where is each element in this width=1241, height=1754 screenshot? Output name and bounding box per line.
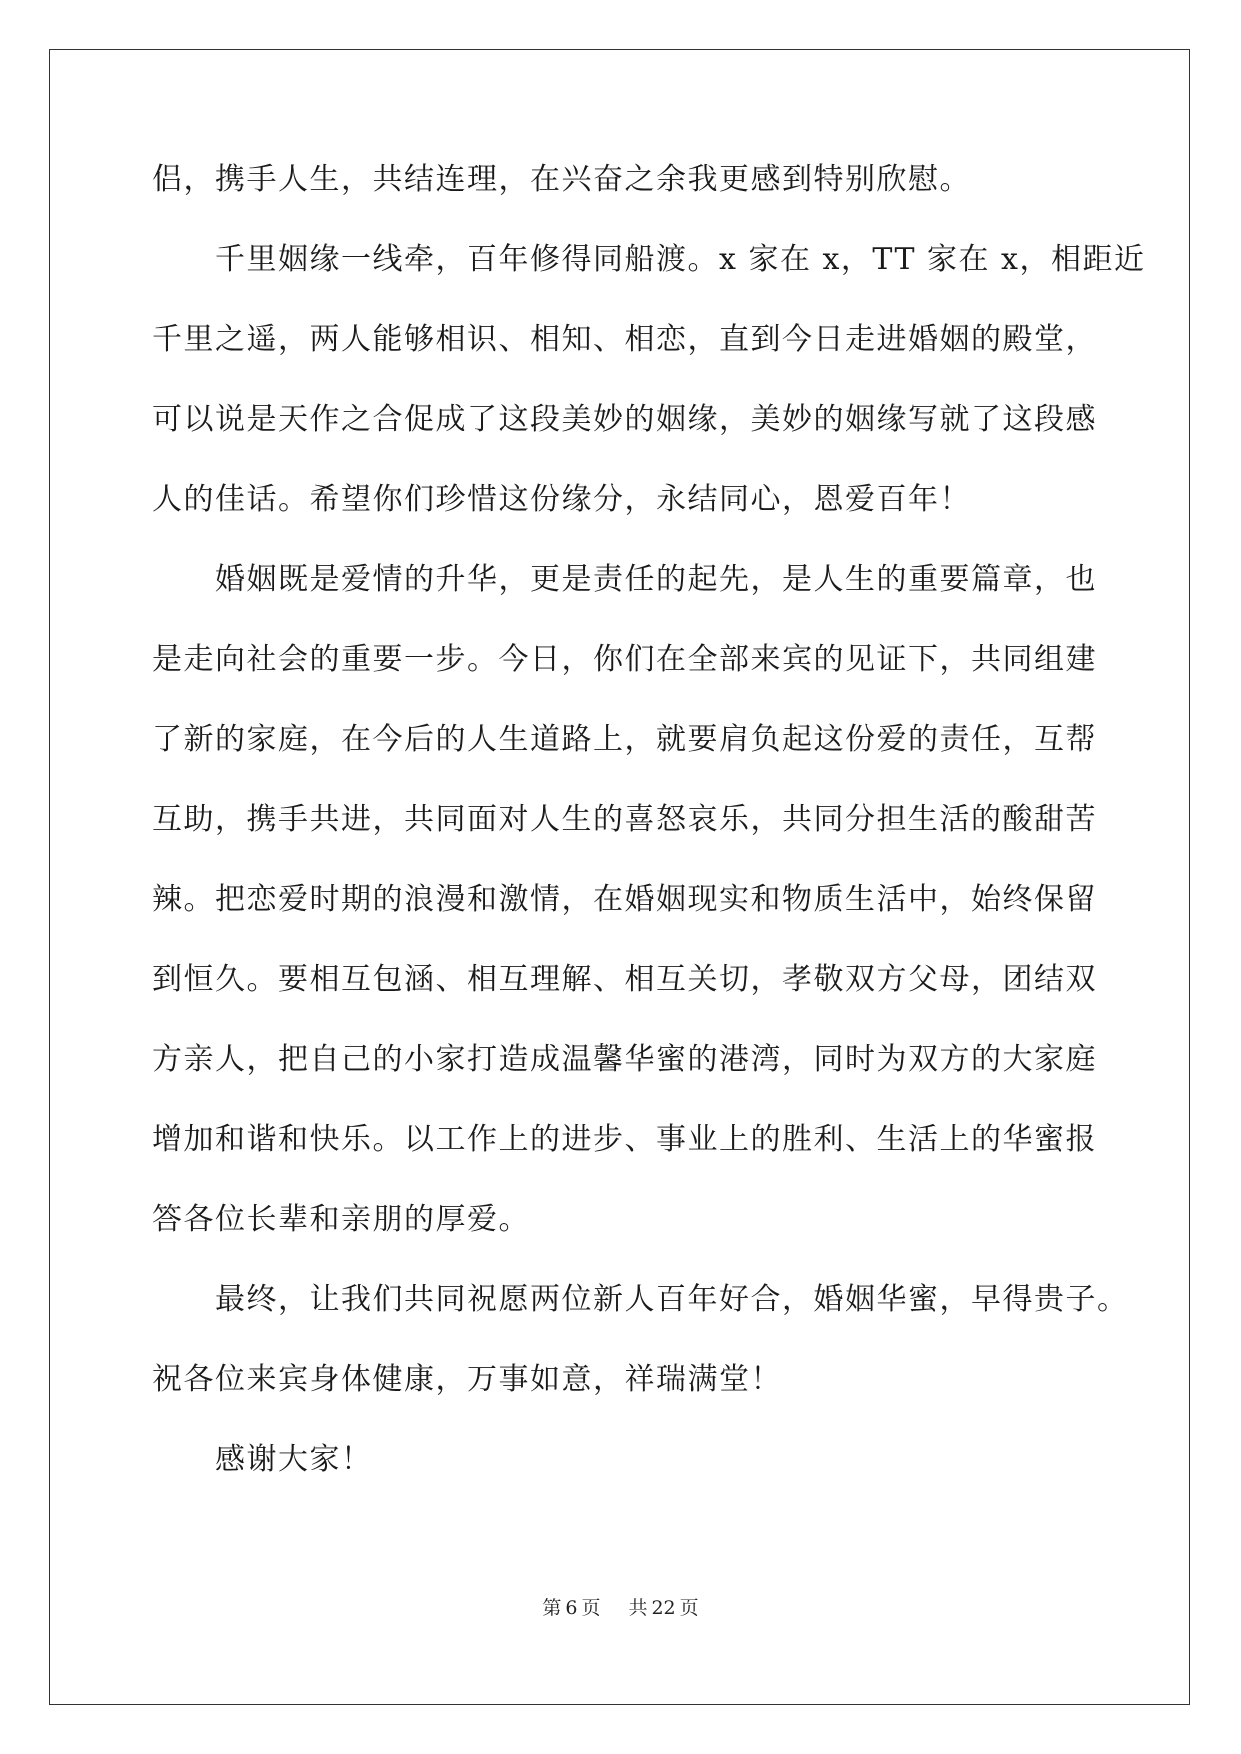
- total-pages: 22: [651, 1597, 676, 1619]
- text-line: 最终，让我们共同祝愿两位新人百年好合，婚姻华蜜，早得贵子。: [215, 1282, 1129, 1317]
- text-line: 婚姻既是爱情的升华，更是责任的起先，是人生的重要篇章，也: [215, 562, 1097, 597]
- text-line: 方亲人，把自己的小家打造成温馨华蜜的港湾，同时为双方的大家庭: [152, 1042, 1097, 1077]
- page-label: 第: [542, 1597, 562, 1619]
- total-label: 共: [628, 1597, 648, 1619]
- total-unit: 页: [679, 1597, 699, 1619]
- page-footer: [0, 1596, 1241, 1620]
- text-line: 祝各位来宾身体健康，万事如意，祥瑞满堂！: [152, 1362, 782, 1397]
- text-line: 增加和谐和快乐。以工作上的进步、事业上的胜利、生活上的华蜜报: [152, 1122, 1097, 1157]
- text-line: 可以说是天作之合促成了这段美妙的姻缘，美妙的姻缘写就了这段感: [152, 402, 1097, 437]
- text-line: 侣，携手人生，共结连理，在兴奋之余我更感到特别欣慰。: [152, 162, 971, 197]
- text-line: 到恒久。要相互包涵、相互理解、相互关切，孝敬双方父母，团结双: [152, 962, 1097, 997]
- text-line: 辣。把恋爱时期的浪漫和激情，在婚姻现实和物质生活中，始终保留: [152, 882, 1097, 917]
- page-number: 6: [565, 1597, 578, 1619]
- page-unit: 页: [581, 1597, 601, 1619]
- text-line: 是走向社会的重要一步。今日，你们在全部来宾的见证下，共同组建: [152, 642, 1097, 677]
- text-line: 千里姻缘一线牵，百年修得同船渡。x 家在 x，TT 家在 x，相距近: [215, 242, 1146, 277]
- text-line: 答各位长辈和亲朋的厚爱。: [152, 1202, 530, 1237]
- text-line: 人的佳话。希望你们珍惜这份缘分，永结同心，恩爱百年！: [152, 482, 971, 517]
- text-line: 感谢大家！: [215, 1442, 373, 1477]
- text-line: 千里之遥，两人能够相识、相知、相恋，直到今日走进婚姻的殿堂，: [152, 322, 1097, 357]
- text-line: 了新的家庭，在今后的人生道路上，就要肩负起这份爱的责任，互帮: [152, 722, 1097, 757]
- text-line: 互助，携手共进，共同面对人生的喜怒哀乐，共同分担生活的酸甜苦: [152, 802, 1097, 837]
